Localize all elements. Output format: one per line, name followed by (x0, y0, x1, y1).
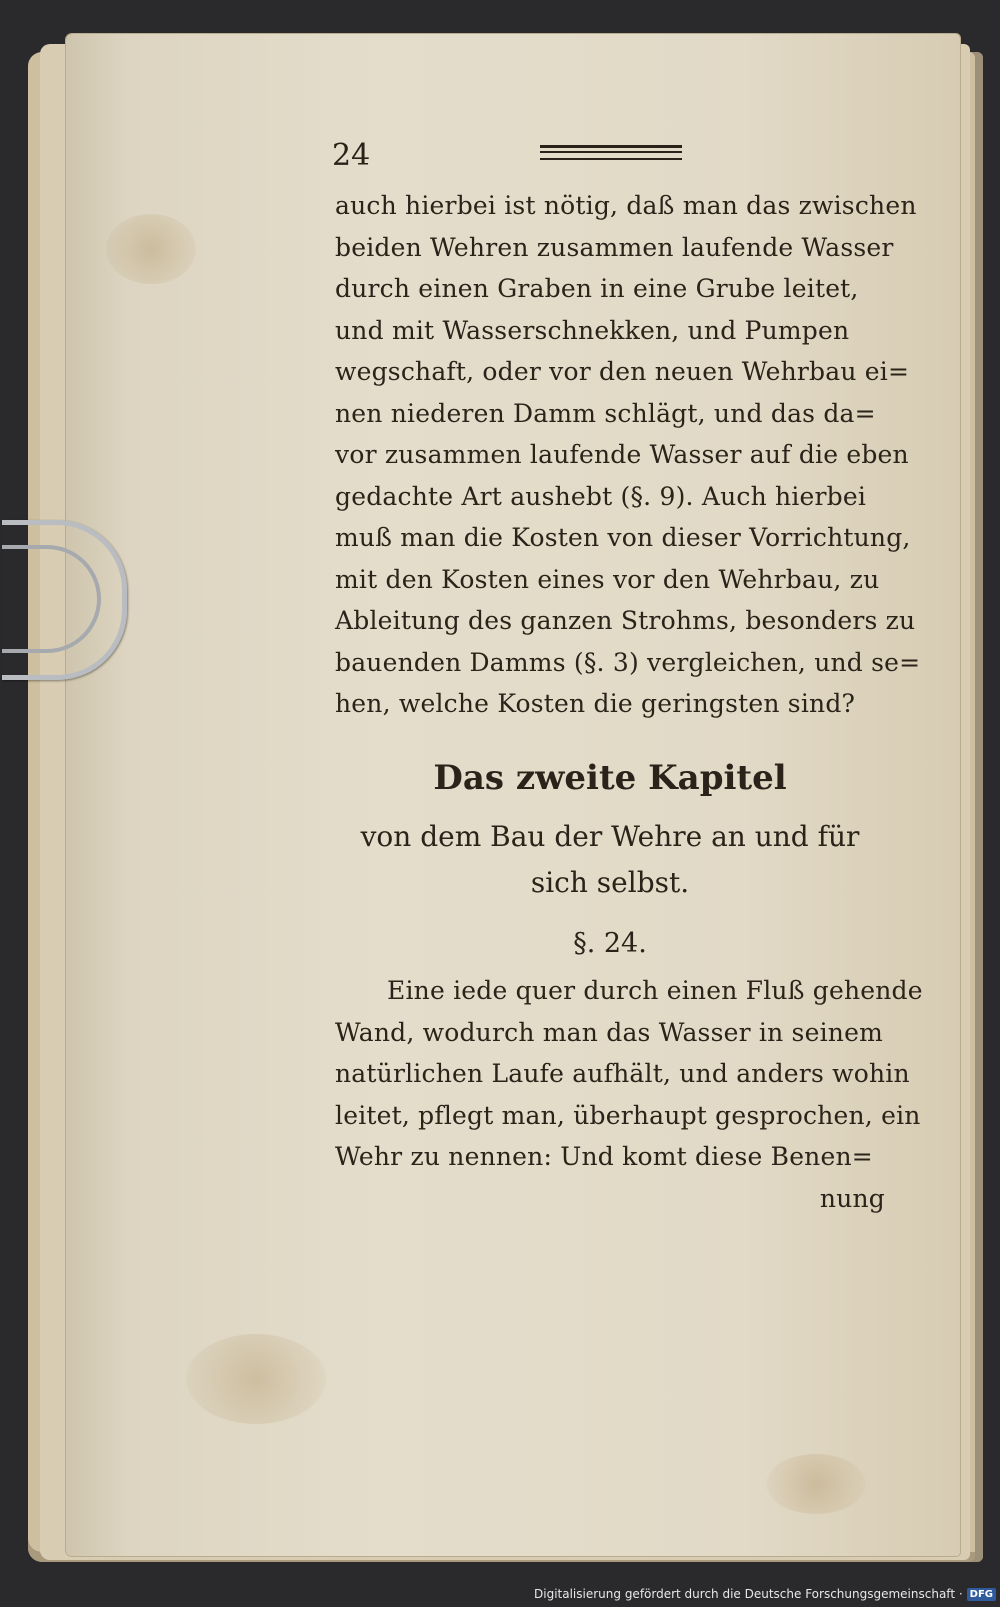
text-line: Wehr zu nennen: Und komt diese Benen= (335, 1142, 873, 1171)
text-line: Wand, wodurch man das Wasser in seinem (335, 1017, 883, 1047)
text-line: mit den Kosten eines vor den Wehrbau, zu (335, 564, 880, 594)
paragraph-continued (335, 185, 921, 725)
text-line: gedachte Art aushebt (§. 9). Auch hierbei (335, 481, 867, 511)
header-rule (540, 145, 682, 160)
section-number: §. 24. (573, 928, 647, 959)
footer-text: Digitalisierung gefördert durch die Deutsche Forschungsgemeinschaft · (534, 1587, 963, 1601)
text-line: beiden Wehren zusammen laufende Wasser (335, 232, 894, 262)
text-line: muß man die Kosten von dieser Vorrichtung, (335, 523, 911, 552)
chapter-title: Das zweite Kapitel (433, 758, 787, 798)
text-line: wegschaft, oder vor den neuen Wehrbau ei= (335, 357, 910, 386)
page-number: 24 (332, 138, 371, 173)
text-line: leitet, pflegt man, überhaupt gesprochen, ein (335, 1100, 921, 1130)
text-line: Ableitung des ganzen Strohms, besonders zu (335, 606, 916, 635)
text-line: hen, welche Kosten die geringsten sind? (335, 689, 856, 718)
chapter-subtitle-line-2: sich selbst. (530, 866, 690, 899)
text-line: durch einen Graben in eine Grube leitet, (335, 274, 859, 303)
chapter-subtitle-line-1: von dem Bau der Wehre an und für (360, 820, 860, 853)
text-line: nen niederen Damm schlägt, und das da= (335, 398, 876, 428)
text-line: Eine iede quer durch einen Fluß gehende (387, 976, 923, 1005)
text-line: vor zusammen laufende Wasser auf die eben (335, 440, 909, 469)
text-line: natürlichen Laufe aufhält, und anders wohin (335, 1059, 910, 1088)
text-line: bauenden Damms (§. 3) vergleichen, und se= (335, 647, 921, 677)
paragraph-section-24 (335, 970, 923, 1219)
dfg-logo: DFG (967, 1588, 996, 1601)
catchword: nung (819, 1183, 885, 1213)
text-line: und mit Wasserschnekken, und Pumpen (335, 315, 850, 345)
digitization-footer (534, 1585, 996, 1603)
text-line: auch hierbei ist nötig, daß man das zwischen (335, 191, 917, 220)
